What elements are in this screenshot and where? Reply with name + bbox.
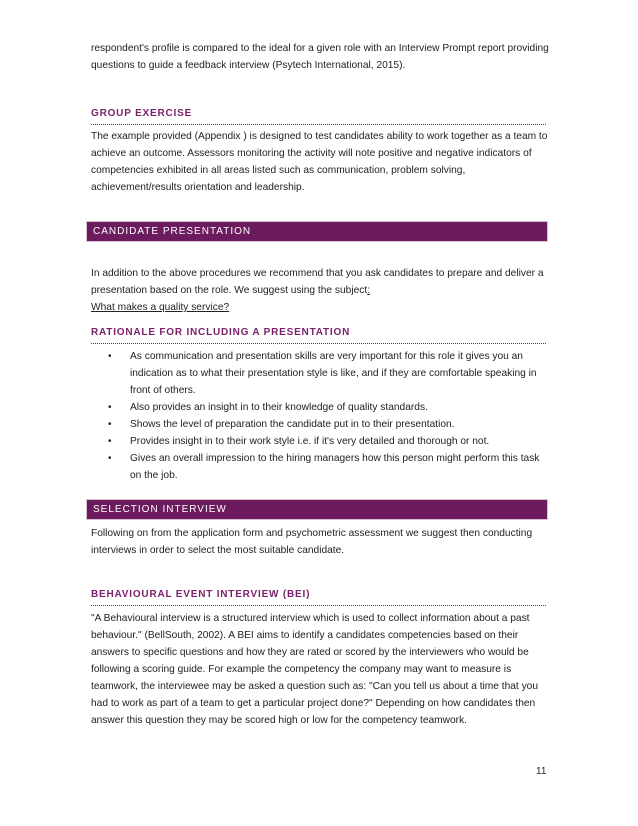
page-number: 11 [536,766,547,777]
intro-paragraph: respondent's profile is compared to the ideal for a given role with an Interview Prompt report providing questions to guide a feedback interview (Psytech International, 2015). [91,43,549,71]
bullet-icon: • [108,436,112,447]
list-item [108,416,548,433]
candidate-presentation-banner [86,221,548,242]
group-exercise-paragraph: The example provided (Appendix ) is designed to test candidates ability to work together as a team to achieve an outcome. Assessors monitoring the activity will note positive and negative indicators of competencies exhibited in all areas listed such as communication, problem solving, achievement/results orientation and leadership. [91,131,548,193]
list-item-text: Provides insight in to their work style i.e. if it's very detailed and thorough or not. [130,436,490,447]
bullet-icon: • [108,402,112,413]
presentation-subject: What makes a quality service? [91,302,230,313]
candidate-presentation-colon: : [367,285,371,296]
list-item [108,450,548,484]
bullet-icon: • [108,419,112,430]
candidate-presentation-banner-label: CANDIDATE PRESENTATION [93,226,252,237]
list-item [108,399,548,416]
selection-interview-banner [86,499,548,520]
bullet-icon: • [108,351,112,362]
bei-paragraph: "A Behavioural interview is a structured interview which is used to collect information about a past behaviour." (BellSouth, 2002). A BEI aims to identify a candidates competencies based on their answers to specific questions and how they are rated or scored by the interviewers who would be following a scoring guide. For example the competency the company may want to measure is teamwork, the interviewee may be asked a question such as: "Can you tell us about a time that you had to work as part of a team to get a particular project done?" Depending on how candidates then answer this question they may be scored high or low for the competency teamwork. [91,613,539,726]
list-item-text: As communication and presentation skills are very important for this role it gives you an indication as to what their presentation style is like, and if they are comfortable speaking in front of others. [130,351,537,396]
candidate-presentation-text: In addition to the above procedures we recommend that you ask candidates to prepare and deliver a presentation based on the role. We suggest using the subject [91,268,544,296]
candidate-presentation-paragraph [91,265,551,316]
selection-interview-banner-label: SELECTION INTERVIEW [93,504,227,515]
list-item [108,348,548,399]
selection-interview-paragraph: Following on from the application form and psychometric assessment we suggest then conducting interviews in order to select the most suitable candidate. [91,528,533,556]
list-item-text: Gives an overall impression to the hiring managers how this person might perform this task on the job. [130,453,540,481]
bei-heading: BEHAVIOURAL EVENT INTERVIEW (BEI) [91,589,546,606]
rationale-list [108,348,548,484]
list-item [108,433,548,450]
rationale-heading: RATIONALE FOR INCLUDING A PRESENTATION [91,327,546,344]
list-item-text: Shows the level of preparation the candidate put in to their presentation. [130,419,455,430]
list-item-text: Also provides an insight in to their knowledge of quality standards. [130,402,428,413]
group-exercise-heading: GROUP EXERCISE [91,108,546,125]
bullet-icon: • [108,453,112,464]
